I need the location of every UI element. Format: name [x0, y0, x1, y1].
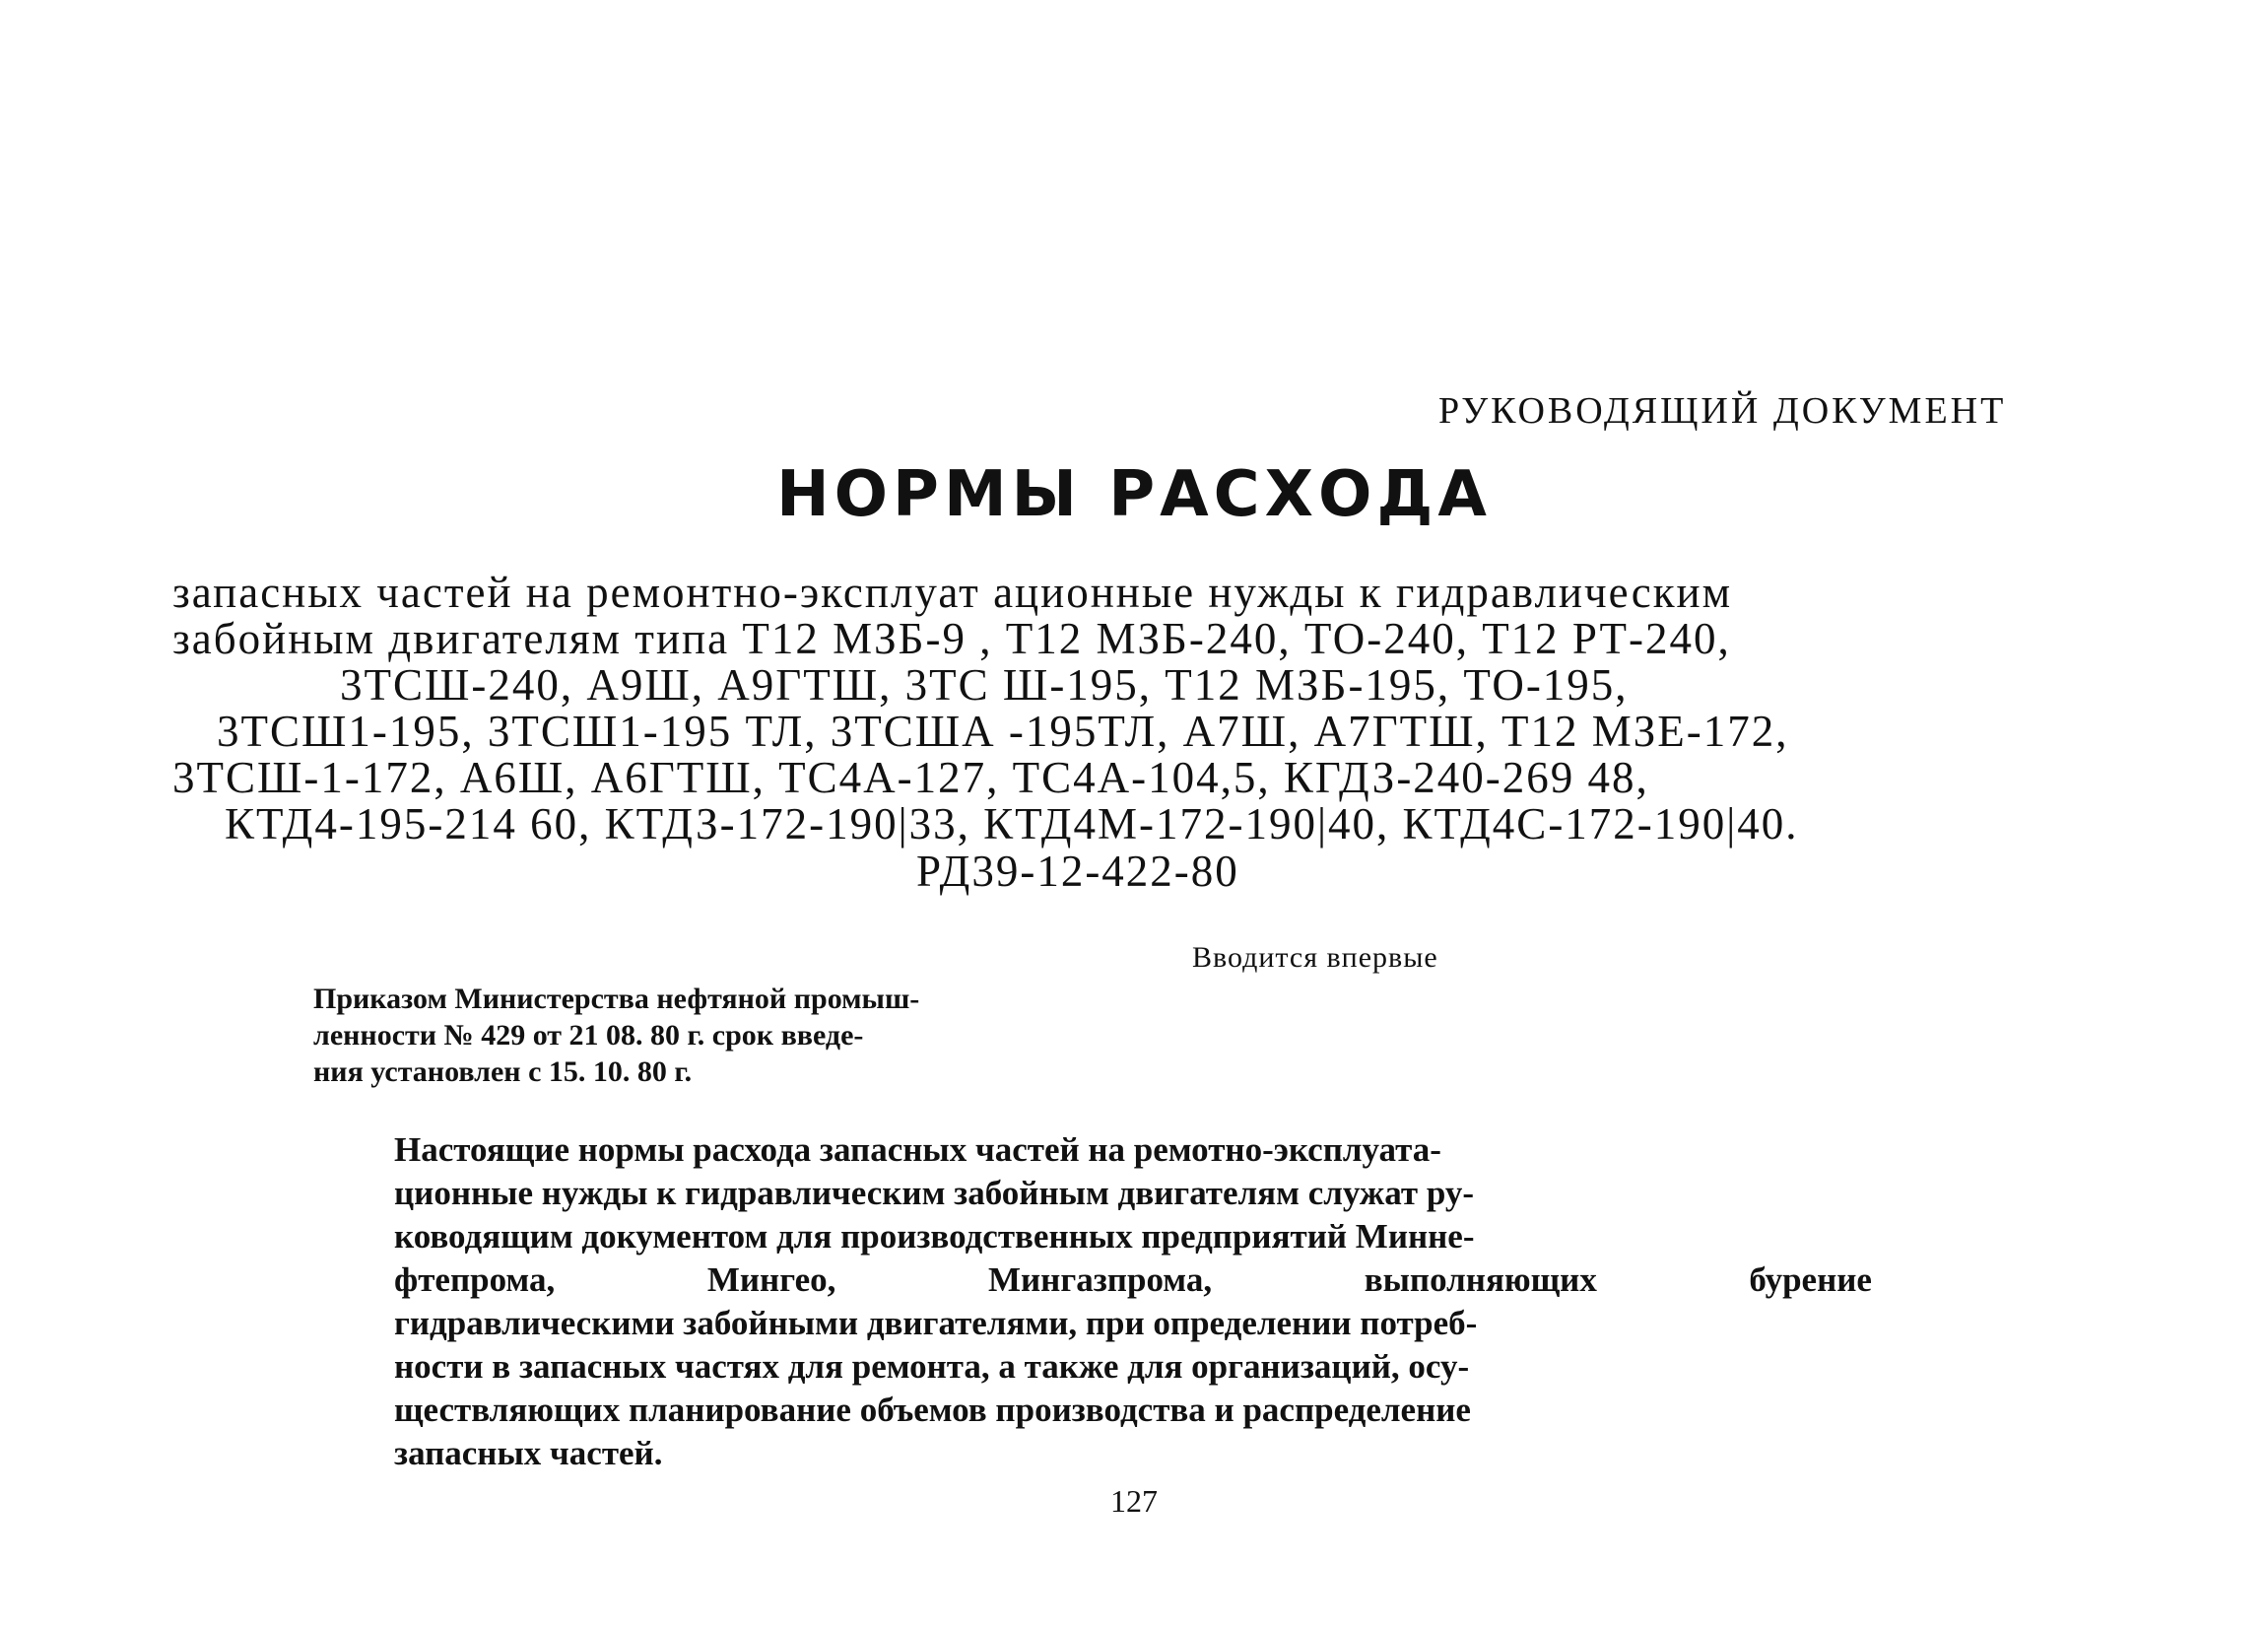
body-word: выполняющих [1364, 1260, 1597, 1299]
body-line-justified [394, 1258, 1872, 1302]
body-line: ционные нужды к гидравлическим забойным двигателям служат ру- [394, 1174, 1474, 1212]
order-line: ния установлен с 15. 10. 80 г. [313, 1055, 693, 1088]
body-line: запасных частей. [394, 1434, 663, 1472]
subtitle-line: 3ТСШ-240, А9Ш, А9ГТШ, 3ТС Ш-195, Т12 МЗБ-195, ТО-195, [340, 660, 1629, 710]
document-code: РД39-12-422-80 [916, 847, 1239, 896]
subtitle-line: 3ТСШ1-195, 3ТСШ1-195 ТЛ, 3ТСША -195ТЛ, А7Ш, А7ГТШ, Т12 МЗЕ-172, [217, 707, 1789, 756]
body-word: Мингео, [706, 1260, 836, 1299]
subtitle-line: 3ТСШ-1-172, А6Ш, А6ГТШ, ТС4А-127, ТС4А-104,5, КГДЗ-240-269 48, [172, 753, 1649, 802]
body-line: гидравлическими забойными двигателями, при определении потреб- [394, 1304, 1478, 1342]
subtitle-line: запасных частей на ремонтно-эксплуат ационные нужды к гидравлическим [172, 568, 1733, 617]
body-word: Мингазпрома, [987, 1260, 1213, 1299]
page-number: 127 [1110, 1483, 1158, 1519]
order-line: Приказом Министерства нефтяной промыш- [313, 983, 920, 1015]
document-title: НОРМЫ РАСХОДА [776, 458, 1492, 531]
body-line: ности в запасных частях для ремонта, а также для организаций, осу- [394, 1347, 1470, 1386]
order-block [313, 981, 1121, 1090]
subtitle-line: КТД4-195-214 60, КТДЗ-172-190|33, КТД4М-172-190|40, КТД4С-172-190|40. [225, 799, 1799, 849]
order-line: ленности № 429 от 21 08. 80 г. срок введе- [313, 1019, 864, 1052]
body-word: бурение [1749, 1260, 1872, 1299]
document-type-label: РУКОВОДЯЩИЙ ДОКУМЕНТ [1438, 390, 2007, 432]
body-word: фтепрома, [394, 1260, 556, 1299]
subtitle-line: забойным двигателям типа Т12 МЗБ-9 , Т12 МЗБ-240, ТО-240, Т12 РТ-240, [172, 614, 1731, 663]
body-line: ществляющих планирование объемов производства и распределение [394, 1391, 1471, 1429]
body-line: Настоящие нормы расхода запасных частей на ремотно-эксплуата- [394, 1130, 1441, 1169]
introduction-note: Вводится впервые [1192, 941, 1438, 974]
body-paragraph [394, 1128, 1872, 1475]
body-line: ководящим документом для производственных предприятий Минне- [394, 1217, 1475, 1256]
